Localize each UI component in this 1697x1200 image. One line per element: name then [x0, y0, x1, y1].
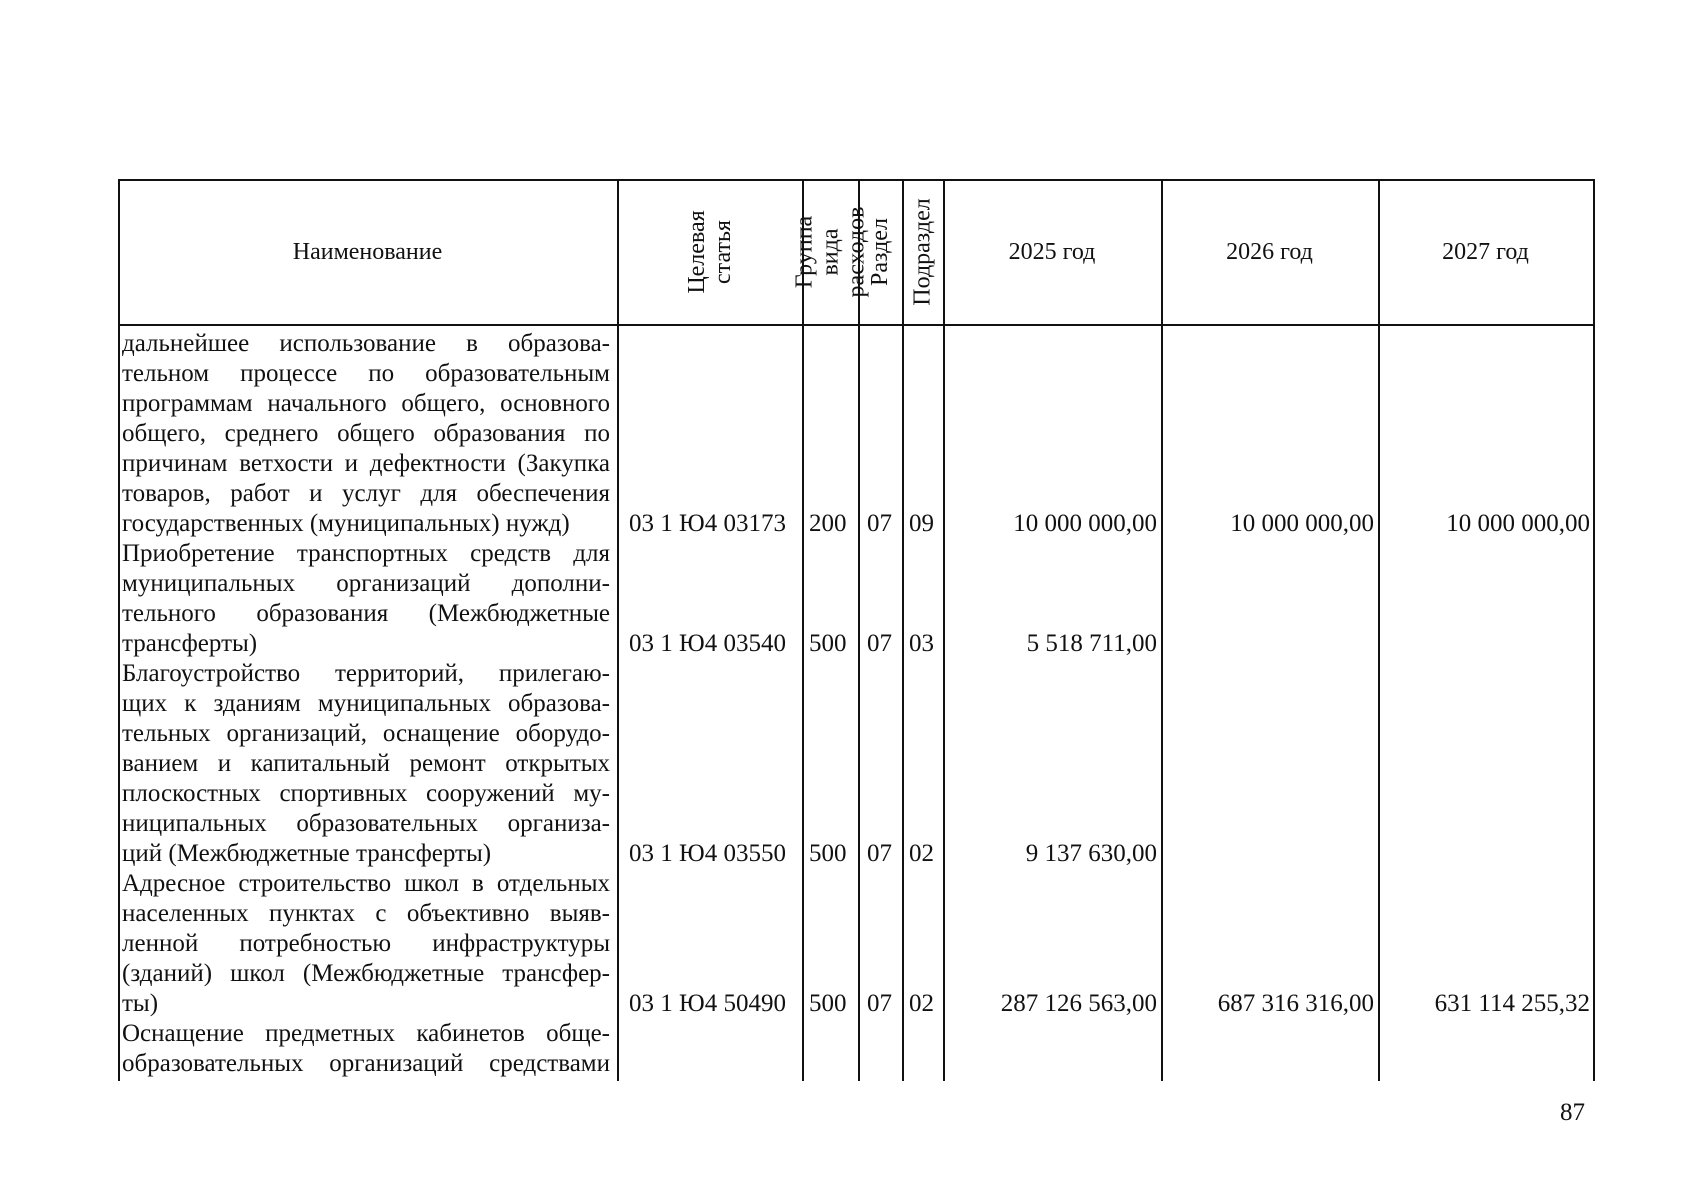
header-expense-group-label: Группа вида расходов: [791, 206, 870, 298]
name-line: Адресное строительство школ в отдельных: [122, 870, 610, 897]
name-line: ленной потребностью инфраструктуры: [122, 930, 610, 957]
name-line: тельных организаций, оснащение оборудо-: [122, 720, 610, 747]
name-line: ций (Межбюджетные трансферты): [122, 840, 492, 867]
amount-2026-cell: 10 000 000,00: [1230, 510, 1374, 537]
header-target-article: [617, 179, 802, 325]
target-article-cell: 03 1 Ю4 50490: [629, 990, 786, 1017]
expense-group-cell: 500: [809, 630, 847, 657]
amount-2025-cell: 9 137 630,00: [1025, 840, 1157, 867]
header-2026-label: 2026 год: [1226, 239, 1313, 265]
name-line: образовательных организаций средствами: [122, 1050, 610, 1077]
header-name-label: Наименование: [292, 239, 443, 265]
amount-2026-cell: 687 316 316,00: [1217, 990, 1374, 1017]
name-line: (зданий) школ (Межбюджетные трансфер-: [122, 960, 610, 987]
subsection-cell: 02: [909, 990, 934, 1017]
name-line: трансферты): [122, 630, 258, 657]
name-line: щих к зданиям муниципальных образова-: [122, 690, 610, 717]
amount-2025-cell: 287 126 563,00: [1000, 990, 1157, 1017]
name-line: ниципальных образовательных организа-: [122, 810, 610, 837]
section-cell: 07: [867, 990, 892, 1017]
name-line: дальнейшее использование в образова-: [122, 330, 610, 357]
expense-group-cell: 500: [809, 990, 847, 1017]
subsection-cell: 02: [909, 840, 934, 867]
amount-2025-cell: 5 518 711,00: [1026, 630, 1157, 657]
target-article-cell: 03 1 Ю4 03550: [629, 840, 786, 867]
name-line: тельного образования (Межбюджетные: [122, 600, 610, 627]
name-line: товаров, работ и услуг для обеспечения: [122, 480, 610, 507]
header-2027-label: 2027 год: [1442, 239, 1529, 265]
section-cell: 07: [867, 630, 892, 657]
subsection-cell: 03: [909, 630, 934, 657]
page-number: 87: [1560, 1099, 1585, 1126]
name-line: Благоустройство территорий, прилегаю-: [122, 660, 610, 687]
name-line: причинам ветхости и дефектности (Закупка: [122, 450, 610, 477]
name-line: программам начального общего, основного: [122, 390, 610, 417]
section-cell: 07: [867, 510, 892, 537]
header-2026: [1161, 179, 1378, 325]
header-subsection-label: Подраздел: [909, 198, 936, 306]
name-line: ты): [122, 990, 159, 1017]
header-2027: [1378, 179, 1593, 325]
name-line: муниципальных организаций дополни-: [122, 570, 610, 597]
name-line: плоскостных спортивных сооружений му-: [122, 780, 610, 807]
header-name: [118, 179, 617, 325]
target-article-cell: 03 1 Ю4 03540: [629, 630, 786, 657]
col-border: [1593, 179, 1595, 1081]
amount-2027-cell: 631 114 255,32: [1434, 990, 1590, 1017]
header-section: [858, 179, 902, 325]
header-subsection: [902, 179, 943, 325]
name-line: ванием и капитальный ремонт открытых: [122, 750, 610, 777]
name-line: тельном процессе по образовательным: [122, 360, 610, 387]
budget-table: [118, 179, 1593, 1081]
section-cell: 07: [867, 840, 892, 867]
header-section-label: Раздел: [867, 218, 894, 286]
name-line: общего, среднего общего образования по: [122, 420, 610, 447]
header-2025-label: 2025 год: [1008, 239, 1096, 265]
target-article-cell: 03 1 Ю4 03173: [629, 510, 786, 537]
subsection-cell: 09: [909, 510, 934, 537]
name-line: населенных пунктах с объективно выяв-: [122, 900, 610, 927]
amount-2025-cell: 10 000 000,00: [1013, 510, 1157, 537]
header-expense-group: [791, 179, 870, 325]
expense-group-cell: 500: [809, 840, 847, 867]
name-line: Приобретение транспортных средств для: [122, 540, 610, 567]
expense-group-cell: 200: [809, 510, 847, 537]
amount-2027-cell: 10 000 000,00: [1446, 510, 1590, 537]
name-column: [122, 329, 610, 1079]
name-line: Оснащение предметных кабинетов обще-: [122, 1020, 610, 1047]
name-line: государственных (муниципальных) нужд): [122, 510, 570, 537]
header-target-article-label: Целевая статья: [683, 210, 736, 294]
header-2025: [943, 179, 1161, 325]
